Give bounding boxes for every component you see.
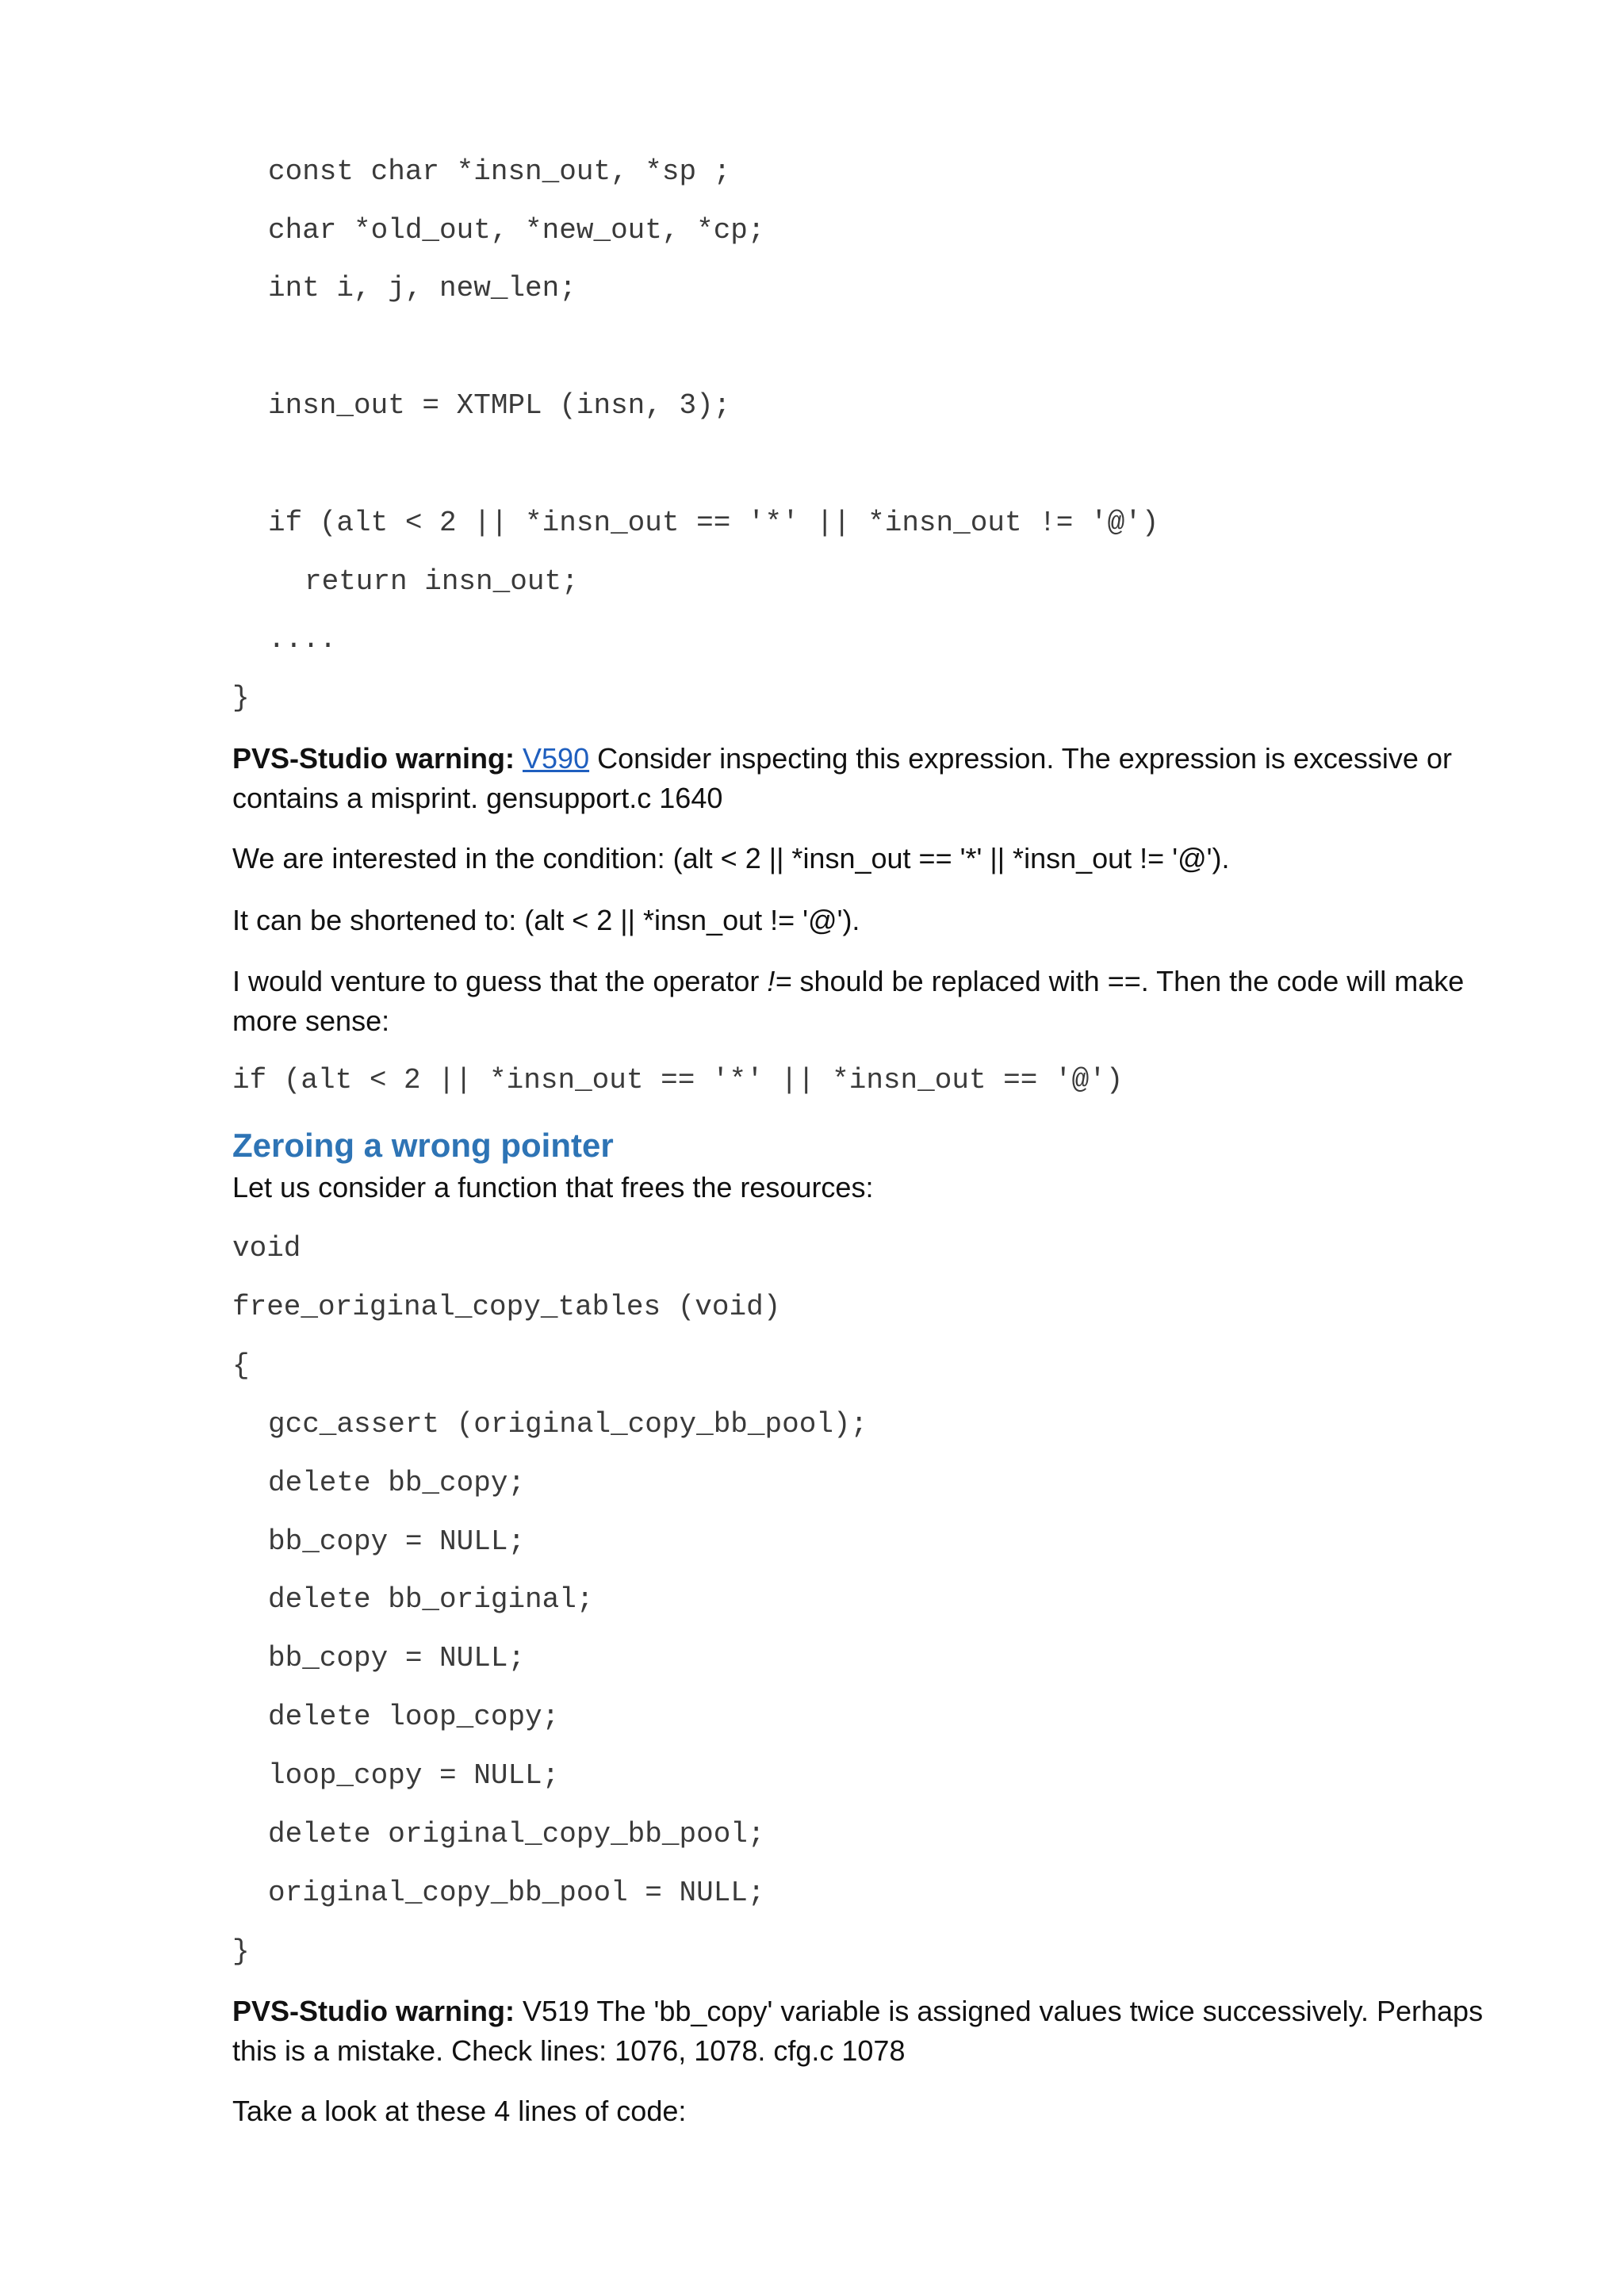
code-line: gcc_assert (original_copy_bb_pool); bbox=[268, 1408, 868, 1441]
code-line: int i, j, new_len; bbox=[268, 272, 576, 304]
code-line: delete loop_copy; bbox=[268, 1701, 560, 1733]
code-line: delete bb_copy; bbox=[268, 1467, 526, 1499]
operator-italic: != bbox=[767, 965, 792, 997]
code-line: .... bbox=[268, 623, 337, 656]
code-line: } bbox=[232, 682, 250, 714]
warning-text: Consider inspecting this expression. The expression is excessive or contains a misprint. gensupport.c 1640 bbox=[232, 742, 1452, 814]
code-line: return insn_out; bbox=[304, 565, 579, 598]
warning-paragraph-v519 bbox=[232, 1992, 1517, 2071]
code-line: } bbox=[232, 1935, 250, 1968]
warning-label: PVS-Studio warning: bbox=[232, 742, 515, 775]
code-line: { bbox=[232, 1349, 250, 1382]
code-line: bb_copy = NULL; bbox=[268, 1525, 526, 1558]
code-line: bb_copy = NULL; bbox=[268, 1642, 526, 1674]
warning-paragraph-v590 bbox=[232, 739, 1517, 818]
code-line: insn_out = XTMPL (insn, 3); bbox=[268, 389, 731, 422]
code-line: const char *insn_out, *sp ; bbox=[268, 155, 731, 188]
warning-label: PVS-Studio warning: bbox=[232, 1995, 515, 2027]
code-line: void bbox=[232, 1232, 301, 1265]
paragraph-condition: We are interested in the condition: (alt < 2 || *insn_out == '*' || *insn_out != '@'). bbox=[232, 842, 1230, 874]
code-line: if (alt < 2 || *insn_out == '*' || *insn_out != '@') bbox=[268, 507, 1159, 539]
code-line: loop_copy = NULL; bbox=[268, 1759, 560, 1792]
code-line: free_original_copy_tables (void) bbox=[232, 1291, 781, 1323]
paragraph-take-look: Take a look at these 4 lines of code: bbox=[232, 2095, 687, 2127]
paragraph-shortened: It can be shortened to: (alt < 2 || *insn_out != '@'). bbox=[232, 904, 860, 936]
section-heading: Zeroing a wrong pointer bbox=[232, 1127, 614, 1164]
code-fixed-condition: if (alt < 2 || *insn_out == '*' || *insn_out == '@') bbox=[232, 1064, 1124, 1096]
code-line: original_copy_bb_pool = NULL; bbox=[268, 1877, 765, 1909]
code-line: delete original_copy_bb_pool; bbox=[268, 1818, 765, 1850]
warning-text: V519 The 'bb_copy' variable is assigned values twice successively. Perhaps this is a mistake. Check lines: 1076, 1078. cfg.c 1078 bbox=[232, 1995, 1484, 2067]
paragraph-guess bbox=[232, 962, 1517, 1041]
guess-text-after: should be replaced with ==. Then the code will make more sense: bbox=[232, 965, 1465, 1037]
code-line: char *old_out, *new_out, *cp; bbox=[268, 214, 765, 247]
v590-link[interactable]: V590 bbox=[523, 742, 590, 775]
code-line: delete bb_original; bbox=[268, 1583, 594, 1616]
paragraph-consider: Let us consider a function that frees the resources: bbox=[232, 1171, 874, 1203]
guess-text-before: I would venture to guess that the operator bbox=[232, 965, 768, 997]
